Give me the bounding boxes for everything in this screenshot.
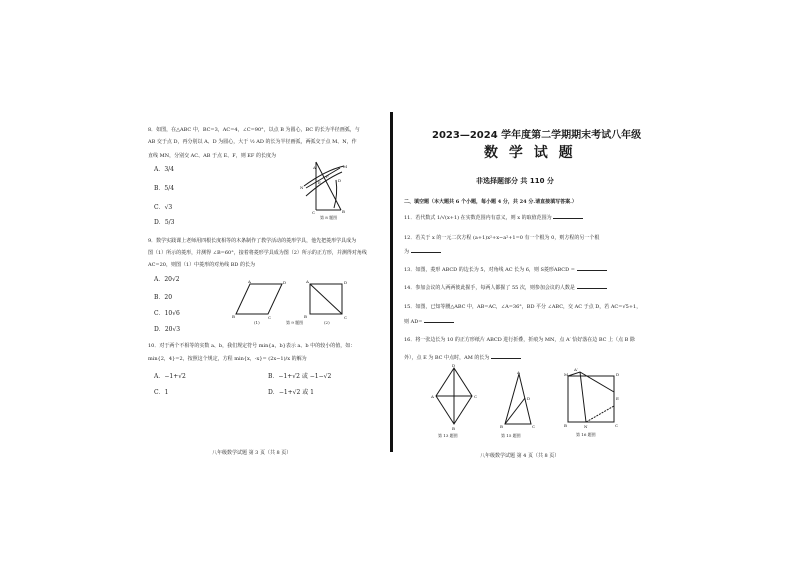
- q9-line2: 图（1）所示的菱形，并测得 ∠B=60°，接着将菱形学具成为图（2）所示的正方形，并测得对角线: [148, 250, 367, 256]
- q15-blank: [424, 318, 454, 323]
- q9-option-b: B．20: [154, 294, 173, 301]
- q11-blank: [553, 214, 583, 219]
- q8-option-c: C．√3: [154, 204, 173, 211]
- q10-option-c: C．1: [154, 389, 169, 396]
- q15-line2: 则 AD=: [404, 318, 454, 325]
- q9-fig1-label-b: B: [232, 314, 235, 319]
- q16-label-c: C: [615, 423, 619, 428]
- q15-label-c: C: [532, 424, 536, 429]
- q15-label-b: B: [500, 424, 503, 429]
- q15-label-a: A: [517, 370, 520, 375]
- q12-line2: 为: [404, 248, 441, 255]
- q8-label-e: E: [318, 180, 321, 185]
- q16-figure-caption: 第 16 题图: [576, 432, 596, 437]
- q9-fig2-label-a: A: [306, 279, 309, 284]
- q16-blank: [491, 354, 521, 359]
- q10-option-b: B．−1+√2 或 −1−√2: [268, 373, 332, 380]
- left-page-footer: 八年级数学试题 第 3 页（共 8 页）: [212, 450, 292, 456]
- q10-line2: min{2，4}=2，按照这个规定，方程 min{x，-x}= (2x−1)/x 的解为: [148, 356, 307, 362]
- q8-label-d: D: [338, 178, 342, 183]
- q14: 14．参加会议的人两两彼此握手，每两人都握了 55 次，则参加会议的人数是: [404, 284, 607, 291]
- q16-line2: 外），点 E 为 BC 中点时，AM 的长为: [404, 354, 521, 361]
- q8-option-b: B．5/4: [154, 185, 175, 192]
- q8-option-d: D．5/3: [154, 219, 175, 226]
- q9-option-c: C．10√6: [154, 310, 180, 317]
- q9-fig1-caption: (1): [254, 320, 260, 325]
- q11: 11．若代数式 1/√(x+1) 在实数范围内有意义，则 x 的取值范围为: [404, 214, 583, 221]
- q8-option-a: A．3/4: [154, 166, 174, 173]
- q9-fig1-label-d: D: [283, 280, 287, 285]
- q8-label-m: M: [343, 164, 348, 169]
- q10-line1: 10．对于两个不相等的实数 a、b，我们规定符号 min{a，b}表示 a、b 中的较小的值，如：: [148, 343, 356, 349]
- q8-label-a: A: [313, 165, 316, 170]
- q16-line1: 16．将一张边长为 10 的正方形纸片 ABCD 进行折叠，折痕为 MN，点 A′ 恰好落在边 BC 上（点 B 除: [404, 337, 635, 343]
- q9-fig1-label-a: A: [248, 279, 251, 284]
- q10-option-a: A．−1+√2: [154, 373, 186, 380]
- q13-figure: [430, 362, 480, 440]
- q13-label-c: C: [474, 394, 478, 399]
- left-page: [0, 0, 388, 561]
- q13-label-a: A: [431, 394, 434, 399]
- q13-label-b: B: [452, 426, 455, 431]
- q9-line1: 9．数学实践课上老师用四根长度相等的木条制作了教学活动的菱形学具，他先把菱形学具成为: [148, 238, 357, 244]
- q8-label-c: C: [312, 210, 316, 215]
- q9-option-d: D．20√3: [154, 326, 181, 333]
- q15-label-d: D: [527, 396, 531, 401]
- q16-label-a-prime: A′: [574, 367, 578, 372]
- q13: 13．如图，菱形 ABCD 的边长为 5，对角线 AC 长为 6，则 S菱形ABCD =: [404, 266, 607, 273]
- q9-fig2-label-c: C: [344, 315, 348, 320]
- exam-subtitle: 数 学 试 题: [484, 145, 576, 161]
- q9-option-a: A．20√2: [154, 276, 180, 283]
- page-divider: [390, 112, 393, 452]
- q12-blank: [411, 248, 441, 253]
- q12-line1: 12．若关于 x 的一元二次方程 (a+1)x²+x−a²+1=0 有一个根为 0，则方程的另一个根: [404, 235, 600, 241]
- q16-label-e: E: [616, 396, 619, 401]
- q15-line1: 15．如图，已知等腰△ABC 中，AB=AC，∠A=36°，BD 平分 ∠ABC，交 AC 于点 D，若 AC=√5+1，: [404, 304, 642, 310]
- q15-figure: [497, 370, 543, 440]
- exam-title: 2023—2024 学年度第二学期期末考试八年级: [432, 130, 642, 141]
- q16-label-d: D: [616, 372, 620, 377]
- q16-figure: [560, 366, 630, 440]
- q8-figure: [296, 160, 356, 222]
- q9-line3: AC=20，则图（1）中菱形的对角线 BD 的长为: [148, 262, 256, 268]
- q13-figure-caption: 第 13 题图: [438, 433, 458, 438]
- right-page-footer: 八年级数学试题 第 4 页（共 8 页）: [480, 453, 560, 459]
- q13-blank: [577, 266, 607, 271]
- q9-figure: [232, 278, 362, 328]
- q8-line1: 8．如图，在△ABC 中，BC=3，AC=4，∠C=90°，以点 B 为圆心，BC 的长为半径画弧，与: [148, 127, 360, 133]
- q13-label-d: D: [452, 363, 456, 368]
- q8-figure-caption: 第 8 题图: [320, 215, 338, 220]
- q9-fig2-label-d: D: [344, 280, 348, 285]
- q9-fig2-label-b: B: [304, 314, 307, 319]
- q16-label-b: B: [564, 423, 567, 428]
- q8-line2: AB 交于点 D，再分别以 A、D 为圆心，大于 ½ AD 的长为半径画弧，两弧交于点 M、N，作: [148, 139, 357, 145]
- q8-label-n: N: [300, 185, 304, 190]
- q8-label-f: F: [326, 174, 329, 179]
- q8-line3: 直线 MN，分别交 AC、AB 于点 E、F，则 EF 的长度为: [148, 153, 276, 159]
- q9-figure-caption: 第 9 题图: [286, 320, 304, 325]
- q8-label-b: B: [342, 209, 345, 214]
- q10-option-d: D．−1+√2 或 1: [268, 389, 314, 396]
- q15-figure-caption: 第 15 题图: [501, 433, 521, 438]
- q9-fig1-label-c: C: [268, 315, 272, 320]
- q16-label-n: N: [584, 424, 588, 429]
- section-heading: 非选择题部分 共 110 分: [476, 177, 554, 185]
- q16-label-m: M: [564, 372, 569, 377]
- fill-in-header: 二、填空题（本大题共 6 个小题，每小题 4 分，共 24 分.请直接填写答案.）: [404, 199, 577, 205]
- q9-fig2-caption: (2): [324, 320, 330, 325]
- q14-blank: [577, 284, 607, 289]
